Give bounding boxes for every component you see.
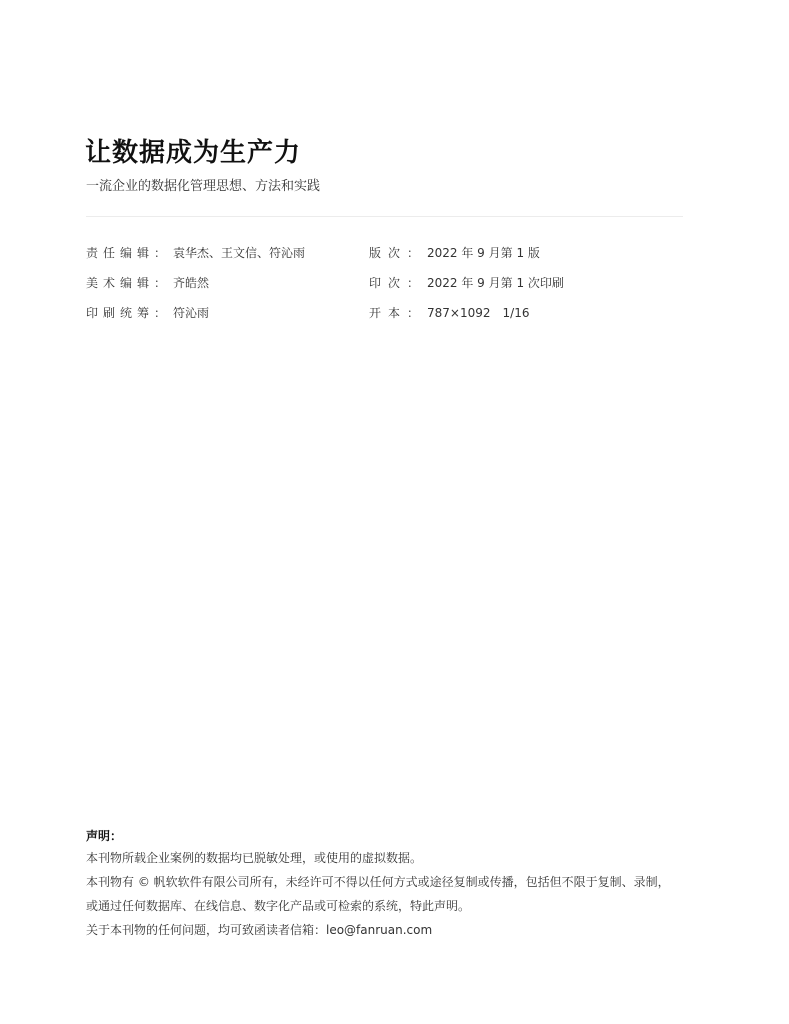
divider (86, 216, 683, 217)
credit-value: 齐皓然 (173, 276, 210, 290)
statement-heading: 声明： (86, 829, 123, 843)
credit-row-print-coordinator (86, 304, 356, 334)
credit-label: 责任编辑： (86, 246, 172, 260)
credit-row-art-editor (86, 274, 356, 304)
info-label: 开本： (369, 306, 427, 320)
book-title: 让数据成为生产力 (85, 138, 302, 168)
statement-line: 或通过任何数据库、在线信息、数字化产品或可检索的系统，特此声明。 (86, 899, 471, 913)
credit-label: 印刷统筹： (86, 306, 172, 320)
info-row-format (369, 304, 689, 334)
info-label: 版次： (369, 246, 427, 260)
info-row-edition (369, 244, 689, 274)
info-label: 印次： (369, 276, 427, 290)
statement-section (86, 828, 726, 946)
credit-value: 袁华杰、王文信、符沁雨 (173, 246, 306, 260)
credit-label: 美术编辑： (86, 276, 172, 290)
statement-line: 关于本刊物的任何问题，均可致函读者信箱：leo@fanruan.com (86, 923, 433, 937)
info-value: 787×1092 1/16 (427, 306, 530, 320)
info-value: 2022 年 9 月第 1 次印刷 (427, 276, 564, 290)
credit-value: 符沁雨 (173, 306, 210, 320)
info-value: 2022 年 9 月第 1 版 (427, 246, 540, 260)
credit-row-responsible-editor (86, 244, 356, 274)
info-row-printing (369, 274, 689, 304)
publication-info (369, 244, 689, 334)
statement-line: 本刊物有 © 帆软软件有限公司所有，未经许可不得以任何方式或途径复制或传播，包括但不限于复制、录制， (86, 875, 670, 889)
statement-line: 本刊物所载企业案例的数据均已脱敏处理，或使用的虚拟数据。 (86, 851, 423, 865)
book-subtitle: 一流企业的数据化管理思想、方法和实践 (86, 179, 321, 194)
editorial-credits (86, 244, 356, 334)
